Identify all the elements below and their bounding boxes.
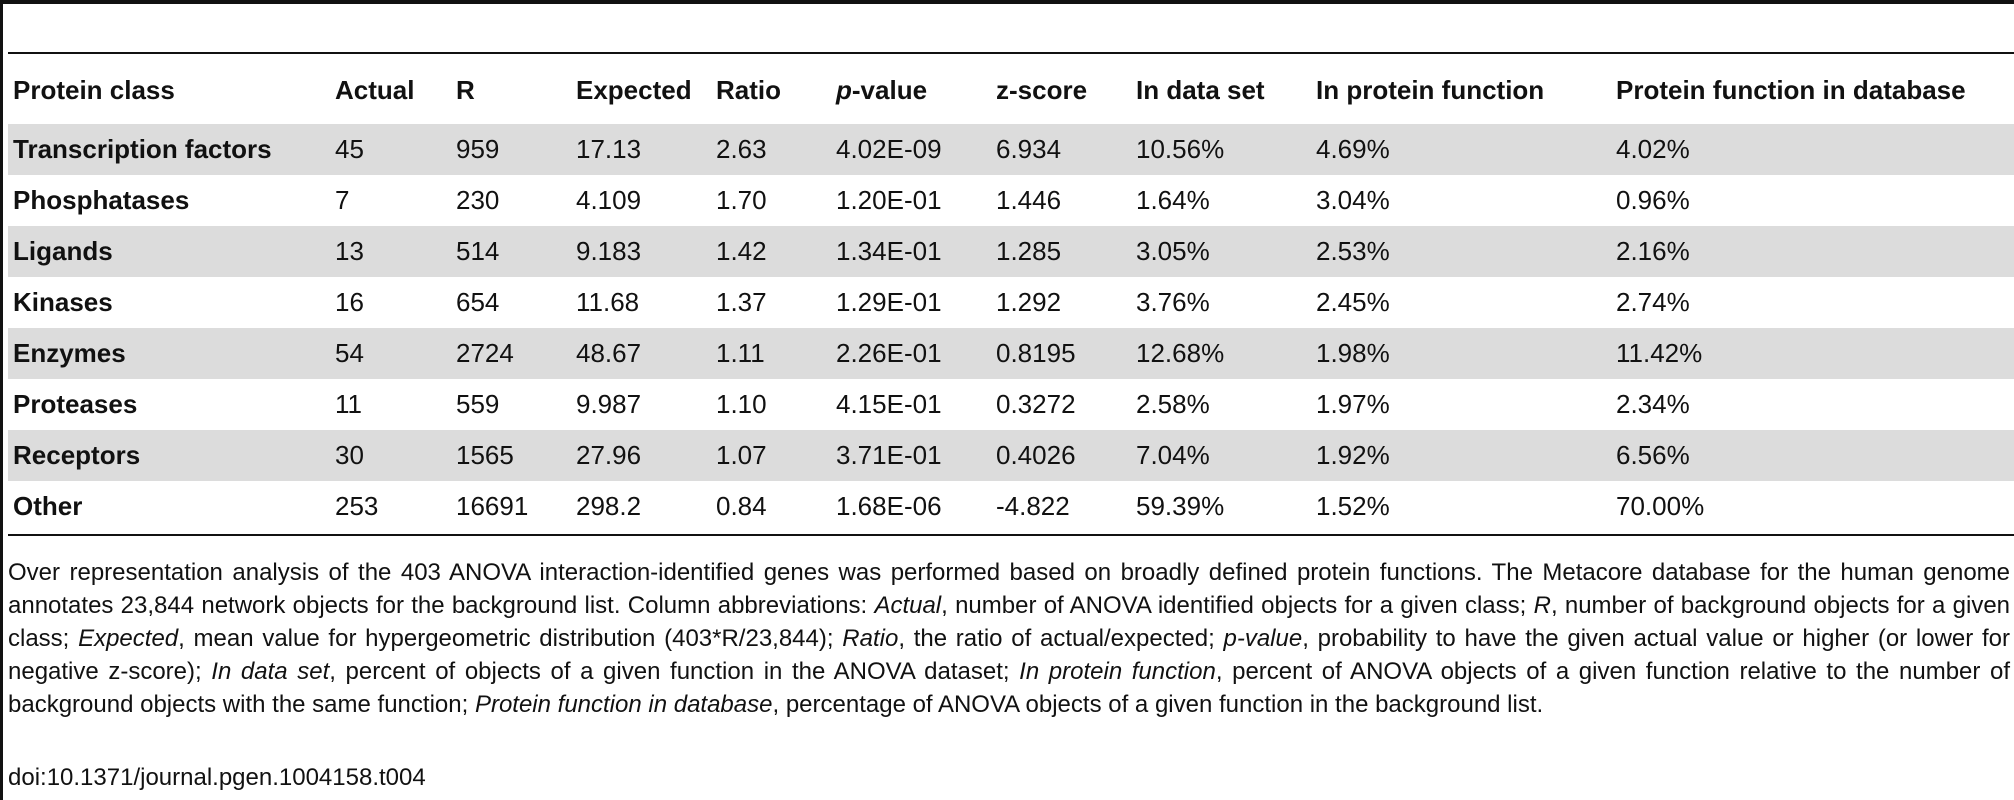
table-cell: 0.4026 <box>996 440 1076 470</box>
table-cell: 1.20E-01 <box>836 185 942 215</box>
table-cell: 12.68% <box>1136 338 1225 368</box>
table-cell: 54 <box>335 338 364 368</box>
table-cell: 10.56% <box>1136 134 1225 164</box>
table-cell: 11 <box>335 389 362 419</box>
table-header-row <box>8 56 2014 124</box>
protein-class-table <box>8 56 2014 532</box>
table-cell: 7.04% <box>1136 440 1210 470</box>
table-cell: 16 <box>335 287 364 317</box>
table-cell: 1.446 <box>996 185 1062 215</box>
table-cell: 17.13 <box>576 134 642 164</box>
column-header <box>1611 56 2014 124</box>
table-cell: 3.76% <box>1136 287 1210 317</box>
table-cell: 1.29E-01 <box>836 287 942 317</box>
protein-class-cell: Proteases <box>13 389 138 419</box>
table-cell: 16691 <box>456 491 529 521</box>
table-cell: 11.42% <box>1616 338 1703 368</box>
table-cell: 70.00% <box>1616 491 1705 521</box>
table-cell: 1.34E-01 <box>836 236 942 266</box>
table-cell: 4.02% <box>1616 134 1690 164</box>
column-header-text: Protein class <box>13 74 175 105</box>
table-row <box>8 328 2014 379</box>
table-body <box>8 124 2014 532</box>
table-cell: 1.68E-06 <box>836 491 942 521</box>
table-cell: 4.69% <box>1316 134 1390 164</box>
caption-term: Actual <box>874 592 942 619</box>
table-cell: 48.67 <box>576 338 642 368</box>
table-cell: 2.53% <box>1316 236 1390 266</box>
table-cell: 1.07 <box>716 440 767 470</box>
column-header <box>330 56 451 124</box>
caption-term: Ratio <box>842 625 899 652</box>
table-row <box>8 481 2014 532</box>
table-cell: 2.16% <box>1616 236 1690 266</box>
column-header-italic-text: p <box>836 74 852 105</box>
table-cell: 1.98% <box>1316 338 1390 368</box>
table-cell: 1.11 <box>716 338 765 368</box>
caption-text: , probability to have the given actual value or higher (or lower for negative z-score); <box>8 625 2010 685</box>
top-border-rule <box>0 0 2014 4</box>
table-cell: 1.37 <box>716 287 767 317</box>
table-header <box>8 56 2014 124</box>
table-bottom-rule <box>8 534 2014 536</box>
protein-class-cell: Enzymes <box>13 338 126 368</box>
column-header-text: Protein function in database <box>1616 74 1966 105</box>
table-top-rule <box>8 52 2014 54</box>
doi-line: doi:10.1371/journal.pgen.1004158.t004 <box>8 764 426 791</box>
table-row <box>8 124 2014 175</box>
table-cell: 4.109 <box>576 185 642 215</box>
table-cell: 59.39% <box>1136 491 1225 521</box>
column-header <box>571 56 711 124</box>
caption-text: Over representation analysis of the 403 ANOVA interaction-identified genes was performed based on broadly defined protein functions. The Metacore database for the human genome annotates 23,844 network objects for the background list. Column abbreviations: <box>8 559 2010 619</box>
table-cell: 1.70 <box>716 185 767 215</box>
caption-text: , percent of ANOVA objects of a given function relative to the number of background objects with the same function; <box>8 658 2011 718</box>
table-cell: 1565 <box>456 440 514 470</box>
column-header-text: Ratio <box>716 74 781 105</box>
table-cell: 9.183 <box>576 236 642 266</box>
table-cell: 0.96% <box>1616 185 1690 215</box>
table-cell: 0.84 <box>716 491 767 521</box>
protein-class-cell: Ligands <box>13 236 113 266</box>
table-cell: 3.04% <box>1316 185 1390 215</box>
table-cell: 2.34% <box>1616 389 1690 419</box>
caption-text: , number of ANOVA identified objects for a given class; <box>941 592 1534 619</box>
protein-class-cell: Receptors <box>13 440 141 470</box>
table-cell: 3.05% <box>1136 236 1210 266</box>
protein-class-cell: Phosphatases <box>13 185 190 215</box>
column-header-text: In data set <box>1136 74 1265 105</box>
column-header-text: -value <box>851 74 928 105</box>
table-cell: 654 <box>456 287 500 317</box>
table-cell: -4.822 <box>996 491 1070 521</box>
table-cell: 30 <box>335 440 364 470</box>
table-cell: 298.2 <box>576 491 642 521</box>
column-header-text: Actual <box>335 74 415 105</box>
table-cell: 6.56% <box>1616 440 1690 470</box>
table-cell: 1.52% <box>1316 491 1390 521</box>
column-header-text: Expected <box>576 74 692 105</box>
table-cell: 1.285 <box>996 236 1062 266</box>
table-cell: 230 <box>456 185 500 215</box>
table-row <box>8 226 2014 277</box>
table-cell: 1.97% <box>1316 389 1390 419</box>
table-cell: 0.8195 <box>996 338 1076 368</box>
table-cell: 959 <box>456 134 500 164</box>
table-cell: 7 <box>335 185 350 215</box>
caption-text: , number of background objects for a given class; <box>8 592 2011 652</box>
table-cell: 1.64% <box>1136 185 1210 215</box>
table-row <box>8 379 2014 430</box>
table-cell: 11.68 <box>576 287 640 317</box>
caption-term: p-value <box>1223 625 1303 652</box>
caption-text: , the ratio of actual/expected; <box>898 625 1224 652</box>
caption-text: , mean value for hypergeometric distribution (403*R/23,844); <box>178 625 843 652</box>
column-header <box>831 56 991 124</box>
table-row <box>8 277 2014 328</box>
table-cell: 1.42 <box>716 236 767 266</box>
table-cell: 6.934 <box>996 134 1062 164</box>
table-cell: 4.02E-09 <box>836 134 942 164</box>
caption-text: , percentage of ANOVA objects of a given function in the background list. <box>772 691 1544 718</box>
table-row <box>8 175 2014 226</box>
table-row <box>8 430 2014 481</box>
table-cell: 2.45% <box>1316 287 1390 317</box>
caption-term: In protein function <box>1019 658 1216 685</box>
caption-text: , percent of objects of a given function in the ANOVA dataset; <box>329 658 1020 685</box>
protein-class-cell: Transcription factors <box>13 134 272 164</box>
table-cell: 9.987 <box>576 389 642 419</box>
table-cell: 0.3272 <box>996 389 1076 419</box>
table-cell: 27.96 <box>576 440 642 470</box>
table-cell: 13 <box>335 236 364 266</box>
protein-class-cell: Other <box>13 491 83 521</box>
table-cell: 253 <box>335 491 379 521</box>
table-caption <box>8 556 2010 721</box>
column-header-text: In protein function <box>1316 74 1545 105</box>
caption-term: Expected <box>78 625 179 652</box>
column-header <box>451 56 571 124</box>
table-cell: 1.92% <box>1316 440 1390 470</box>
table-cell: 4.15E-01 <box>836 389 942 419</box>
caption-term: R <box>1533 592 1551 619</box>
caption-term: Protein function in database <box>474 691 773 718</box>
protein-class-cell: Kinases <box>13 287 113 317</box>
caption-term: In data set <box>211 658 330 685</box>
column-header <box>1311 56 1611 124</box>
column-header <box>711 56 831 124</box>
table-cell: 2.74% <box>1616 287 1690 317</box>
column-header-text: R <box>456 74 475 105</box>
column-header <box>1131 56 1311 124</box>
table-cell: 559 <box>456 389 500 419</box>
table-cell: 2.58% <box>1136 389 1210 419</box>
left-border-rule <box>0 0 3 800</box>
table-cell: 514 <box>456 236 500 266</box>
table-cell: 2.63 <box>716 134 767 164</box>
column-header-text: z-score <box>996 74 1088 105</box>
table-cell: 1.10 <box>716 389 767 419</box>
table-cell: 2.26E-01 <box>836 338 942 368</box>
table-cell: 2724 <box>456 338 514 368</box>
table-cell: 1.292 <box>996 287 1062 317</box>
table-cell: 3.71E-01 <box>836 440 942 470</box>
table-cell: 45 <box>335 134 364 164</box>
column-header <box>991 56 1131 124</box>
column-header <box>8 56 330 124</box>
